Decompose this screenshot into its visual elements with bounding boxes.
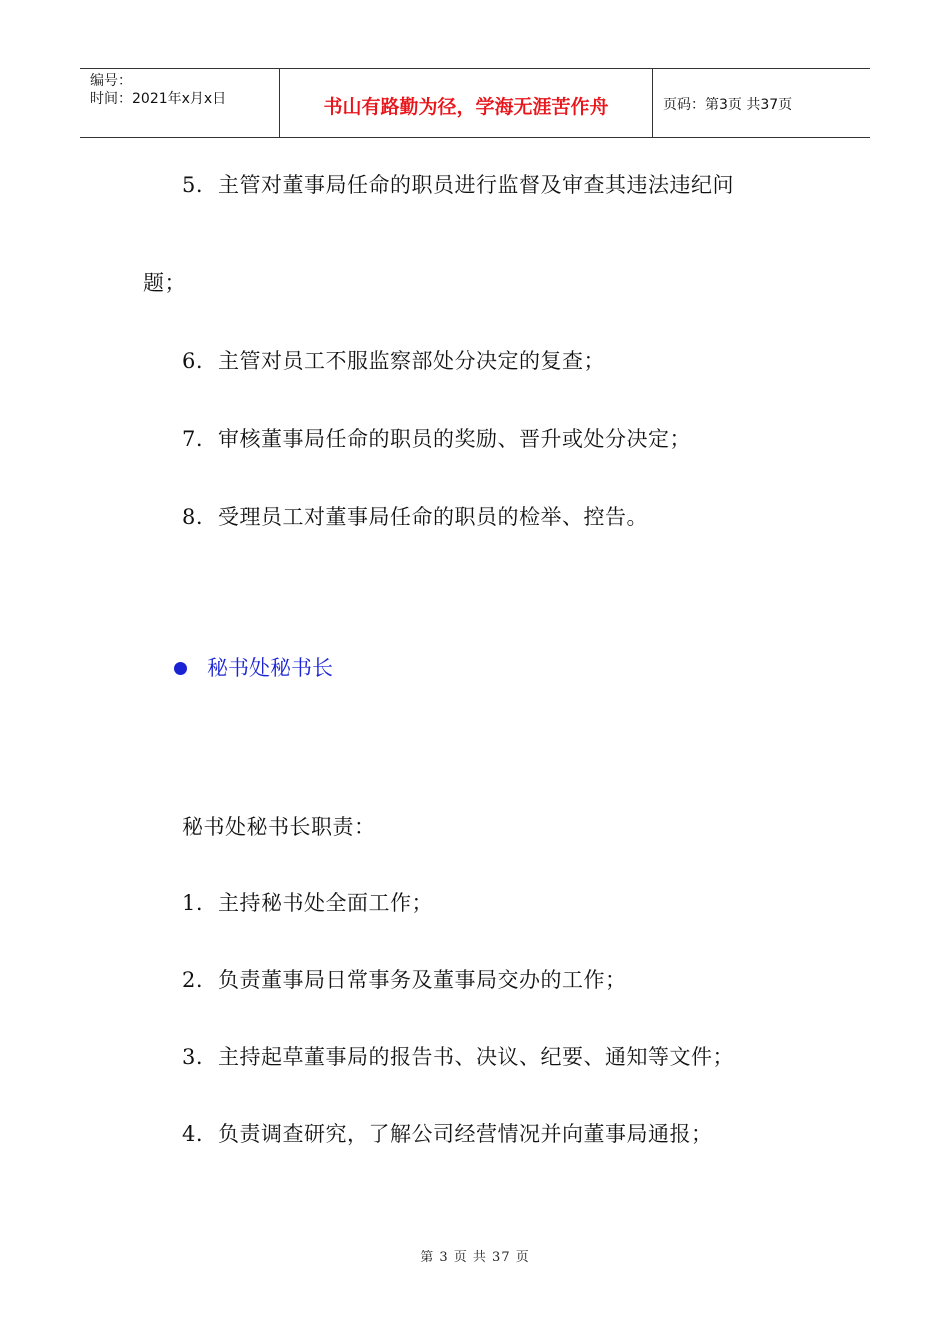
list-text: 主管对员工不服监察部处分决定的复查； bbox=[218, 349, 605, 373]
duty-item-4 bbox=[182, 1121, 713, 1147]
page-header bbox=[80, 68, 870, 138]
duty-item-1 bbox=[182, 890, 433, 916]
list-number: 3. bbox=[182, 1045, 204, 1069]
list-text: 受理员工对董事局任命的职员的检举、控告。 bbox=[218, 505, 648, 529]
header-motto: 书山有路勤为径，学海无涯苦作舟 bbox=[280, 69, 653, 137]
header-page-info: 页码：第3页 共37页 bbox=[663, 97, 793, 113]
list-number: 6. bbox=[182, 349, 204, 373]
list-text: 主管对董事局任命的职员进行监督及审查其违法违纪问 bbox=[218, 173, 734, 197]
list-item-5-continued: 题； bbox=[143, 271, 186, 295]
section-heading bbox=[174, 655, 333, 681]
duty-item-3 bbox=[182, 1044, 734, 1070]
list-item-8 bbox=[182, 504, 648, 530]
duty-item-2 bbox=[182, 967, 627, 993]
list-number: 7. bbox=[182, 427, 204, 451]
list-text: 主持秘书处全面工作； bbox=[218, 891, 433, 915]
list-text: 主持起草董事局的报告书、决议、纪要、通知等文件； bbox=[218, 1045, 734, 1069]
bullet-icon bbox=[174, 662, 187, 675]
list-text: 负责调查研究，了解公司经营情况并向董事局通报； bbox=[218, 1122, 713, 1146]
page-footer: 第 3 页 共 37 页 bbox=[420, 1250, 530, 1265]
list-item-6 bbox=[182, 348, 605, 374]
list-item-7 bbox=[182, 426, 691, 452]
time-label: 时间：2021年x月x日 bbox=[90, 91, 227, 107]
list-number: 8. bbox=[182, 505, 204, 529]
section-title: 秘书处秘书长 bbox=[207, 656, 333, 680]
duties-label: 秘书处秘书长职责： bbox=[182, 815, 376, 839]
list-text: 负责董事局日常事务及董事局交办的工作； bbox=[218, 968, 627, 992]
list-item-5 bbox=[182, 172, 734, 198]
number-label: 编号： bbox=[90, 73, 132, 89]
header-meta bbox=[80, 69, 280, 137]
list-number: 2. bbox=[182, 968, 204, 992]
list-number: 4. bbox=[182, 1122, 204, 1146]
list-number: 5. bbox=[182, 173, 204, 197]
list-number: 1. bbox=[182, 891, 204, 915]
list-text: 审核董事局任命的职员的奖励、晋升或处分决定； bbox=[218, 427, 691, 451]
